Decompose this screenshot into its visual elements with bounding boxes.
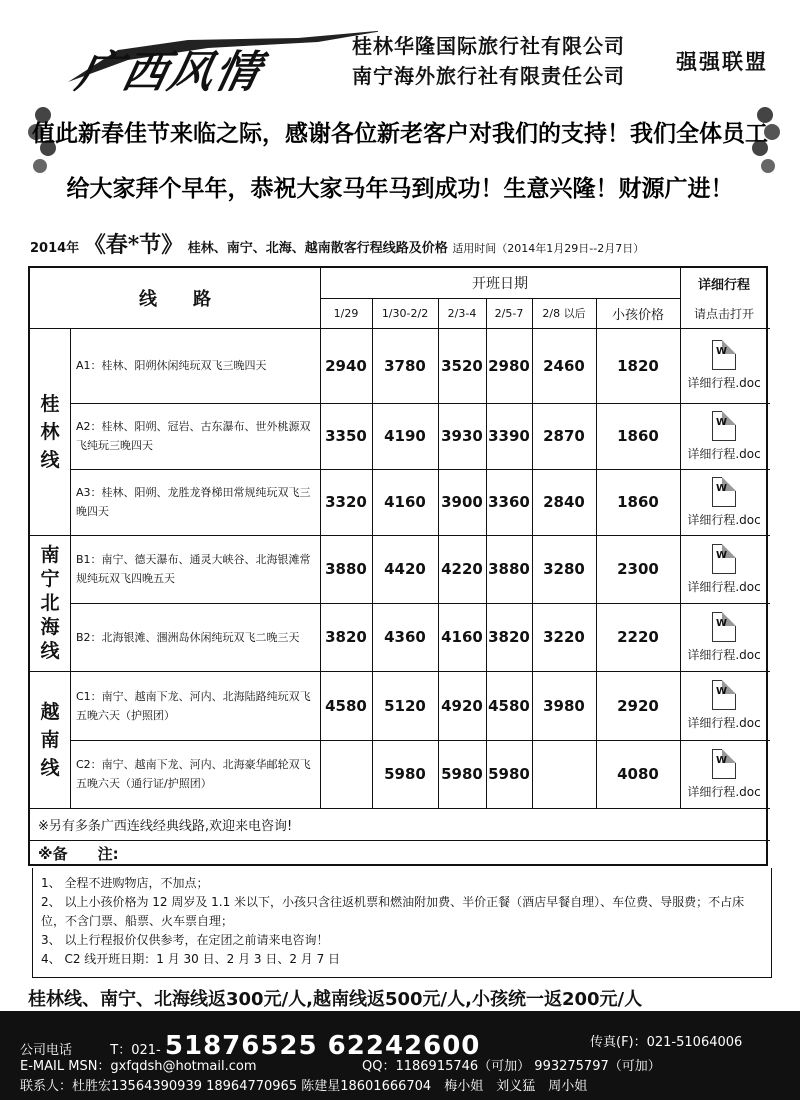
child-price-cell: 1860 — [617, 427, 659, 445]
price-cell: 5980 — [384, 765, 426, 783]
price-cell: 2460 — [543, 356, 585, 375]
route-name: B2：北海银滩、涠洲岛休闲纯玩双飞二晚三天 — [76, 630, 300, 644]
doc-filename[interactable]: 详细行程.doc — [687, 512, 761, 527]
child-price-cell: 4080 — [617, 765, 659, 783]
route-name: C2：南宁、越南下龙、河内、北海豪华邮轮双飞五晚六天（通行证/护照团） — [76, 758, 311, 790]
contact-footer — [0, 1011, 800, 1100]
dates-header: 开班日期 — [472, 276, 528, 292]
itinerary-doc-link[interactable] — [680, 535, 768, 603]
date-column-header: 1/30-2/2 — [381, 306, 429, 320]
route-header: 线 路 — [139, 289, 211, 310]
price-cell: 3220 — [543, 628, 585, 646]
price-cell: 3520 — [441, 356, 483, 375]
price-cell: 4580 — [325, 696, 367, 715]
price-cell: 3320 — [325, 493, 367, 511]
price-cell: 2940 — [325, 356, 367, 375]
child-price-cell: 2920 — [617, 696, 659, 715]
doc-filename[interactable]: 详细行程.doc — [687, 376, 761, 390]
doc-filename[interactable]: 详细行程.doc — [687, 716, 761, 730]
route-name: B1：南宁、德天瀑布、通灵大峡谷、北海银滩常规纯玩双飞四晚五天 — [76, 553, 311, 585]
price-cell: 4220 — [441, 560, 483, 578]
phone-numbers: 51876525 62242600 — [164, 1031, 481, 1061]
route-name: C1：南宁、越南下龙、河内、北海陆路纯玩双飞五晚六天（护照团） — [76, 689, 311, 722]
price-cell: 3930 — [441, 427, 483, 445]
region-vietnam: 越 南 线 — [40, 700, 60, 779]
agency-name-guilin: 桂林华隆国际旅行社有限公司 — [352, 34, 625, 58]
itinerary-doc-link[interactable] — [680, 740, 768, 808]
rebate-banner: 桂林线、南宁、北海线返300元/人,越南线返500元/人,小孩统一返200元/人 — [28, 989, 643, 1010]
itinerary-doc-link[interactable] — [680, 603, 768, 671]
price-cell — [532, 740, 596, 808]
price-cell: 3350 — [325, 427, 367, 445]
document-icon[interactable] — [712, 749, 736, 779]
page-title — [30, 228, 790, 259]
document-icon[interactable] — [712, 612, 736, 642]
agency-name-nanning: 南宁海外旅行社有限责任公司 — [352, 64, 625, 88]
contact-persons: 联系人：杜胜宏13564390939 18964770965 陈建星18601666704 梅小姐 刘义猛 周小姐 — [20, 1079, 588, 1094]
title-year: 2014年 — [30, 241, 80, 256]
document-icon[interactable] — [712, 477, 736, 507]
route-name: A2：桂林、阳朔、冠岩、古东瀑布、世外桃源双飞纯玩三晚四天 — [76, 420, 311, 452]
doc-filename[interactable]: 详细行程.doc — [687, 784, 761, 799]
remark-item: 3、 以上行程报价仅供参考，在定团之前请来电咨询！ — [41, 933, 329, 947]
document-icon[interactable] — [712, 340, 736, 370]
region-nanning-beihai: 南 宁 北 海 线 — [40, 544, 60, 662]
price-cell: 2980 — [488, 356, 530, 375]
price-cell: 2840 — [543, 493, 585, 511]
child-price-header: 小孩价格 — [611, 307, 664, 323]
logo-text: 广西风情 — [71, 47, 267, 98]
document-icon[interactable] — [712, 411, 736, 441]
price-cell: 3900 — [441, 493, 483, 511]
remarks-list — [32, 868, 772, 978]
price-cell: 3880 — [488, 560, 530, 578]
doc-filename[interactable]: 详细行程.doc — [687, 446, 761, 461]
date-column-header: 2/5-7 — [494, 306, 524, 320]
greeting-line-2: 给大家拜个早年，恭祝大家马年马到成功！生意兴隆！财源广进！ — [66, 176, 734, 202]
price-cell: 3280 — [543, 560, 585, 578]
route-name: A1：桂林、阳朔休闲纯玩双飞三晚四天 — [76, 359, 267, 372]
phone-prefix: T：021- — [110, 1043, 161, 1058]
price-cell: 4160 — [384, 493, 426, 511]
date-column-header: 2/3-4 — [447, 306, 477, 320]
title-desc: 桂林、南宁、北海、越南散客行程线路及价格 — [187, 241, 448, 256]
price-cell: 4420 — [384, 560, 426, 578]
region-guilin: 桂 林 线 — [40, 392, 60, 471]
fax-number: 传真(F)：021-51064006 — [590, 1035, 743, 1050]
price-cell: 2870 — [543, 427, 585, 445]
title-festival: 《春*节》 — [83, 232, 184, 258]
title-period: 适用时间（2014年1月29日--2月7日） — [452, 242, 645, 255]
price-cell: 3980 — [543, 696, 585, 715]
price-cell: 3820 — [325, 628, 367, 646]
date-column-header: 2/8 以后 — [542, 307, 586, 320]
phone-label: 公司电话 — [20, 1043, 73, 1058]
date-column-header: 1/29 — [333, 306, 359, 320]
price-cell — [320, 740, 372, 808]
itinerary-doc-link[interactable] — [680, 328, 768, 403]
price-cell: 4190 — [384, 427, 426, 445]
price-cell: 4160 — [441, 628, 483, 646]
price-cell: 4920 — [441, 696, 483, 715]
logo — [58, 20, 358, 98]
price-cell: 3360 — [488, 493, 530, 511]
itinerary-doc-link[interactable] — [680, 469, 768, 535]
price-cell: 5980 — [488, 765, 530, 783]
remark-item: 2、 以上小孩价格为 12 周岁及 1.1 米以下，小孩只含往返机票和燃油附加费、半价正餐（酒店早餐自理）、车位费、导服费；不占床位，不含门票、船票、火车票自理； — [41, 895, 745, 928]
child-price-cell: 2300 — [617, 560, 659, 578]
price-cell: 3780 — [384, 356, 426, 375]
itinerary-doc-link[interactable] — [680, 403, 768, 469]
doc-filename[interactable]: 详细行程.doc — [687, 647, 761, 662]
remark-item: 1、 全程不进购物店，不加点； — [41, 876, 209, 890]
greeting-line-1: 值此新春佳节来临之际，感谢各位新老客户对我们的支持！我们全体员工 — [32, 121, 768, 147]
route-name: A3：桂林、阳朔、龙胜龙脊梯田常规纯玩双飞三晚四天 — [76, 486, 311, 518]
price-cell: 5120 — [384, 696, 426, 715]
detail-header: 详细行程 — [697, 277, 750, 293]
price-cell: 5980 — [441, 765, 483, 783]
child-price-cell: 2220 — [617, 628, 659, 646]
child-price-cell: 1860 — [617, 493, 659, 511]
doc-filename[interactable]: 详细行程.doc — [687, 579, 761, 594]
email-address: E-MAIL MSN：gxfqdsh@hotmail.com — [20, 1059, 257, 1074]
price-cell: 3820 — [488, 628, 530, 646]
remark-item: 4、 C2 线开班日期：1 月 30 日、2 月 3 日、2 月 7 日 — [41, 952, 341, 966]
price-cell: 4580 — [488, 696, 530, 715]
qq-numbers: QQ：1186915746（可加） 993275797（可加） — [362, 1059, 661, 1074]
price-table — [28, 266, 768, 866]
child-price-cell: 1820 — [617, 356, 659, 375]
more-routes-note: ※另有多条广西连线经典线路,欢迎来电咨询! — [38, 818, 293, 834]
document-icon[interactable] — [712, 544, 736, 574]
document-icon[interactable] — [712, 680, 736, 710]
price-cell: 3390 — [488, 427, 530, 445]
remarks-title: ※备 注: — [38, 844, 119, 863]
price-cell: 4360 — [384, 628, 426, 646]
itinerary-doc-link[interactable] — [680, 671, 768, 740]
price-cell: 3880 — [325, 560, 367, 578]
alliance-text: 强强联盟 — [676, 50, 768, 74]
detail-subheader: 请点击打开 — [693, 306, 754, 321]
